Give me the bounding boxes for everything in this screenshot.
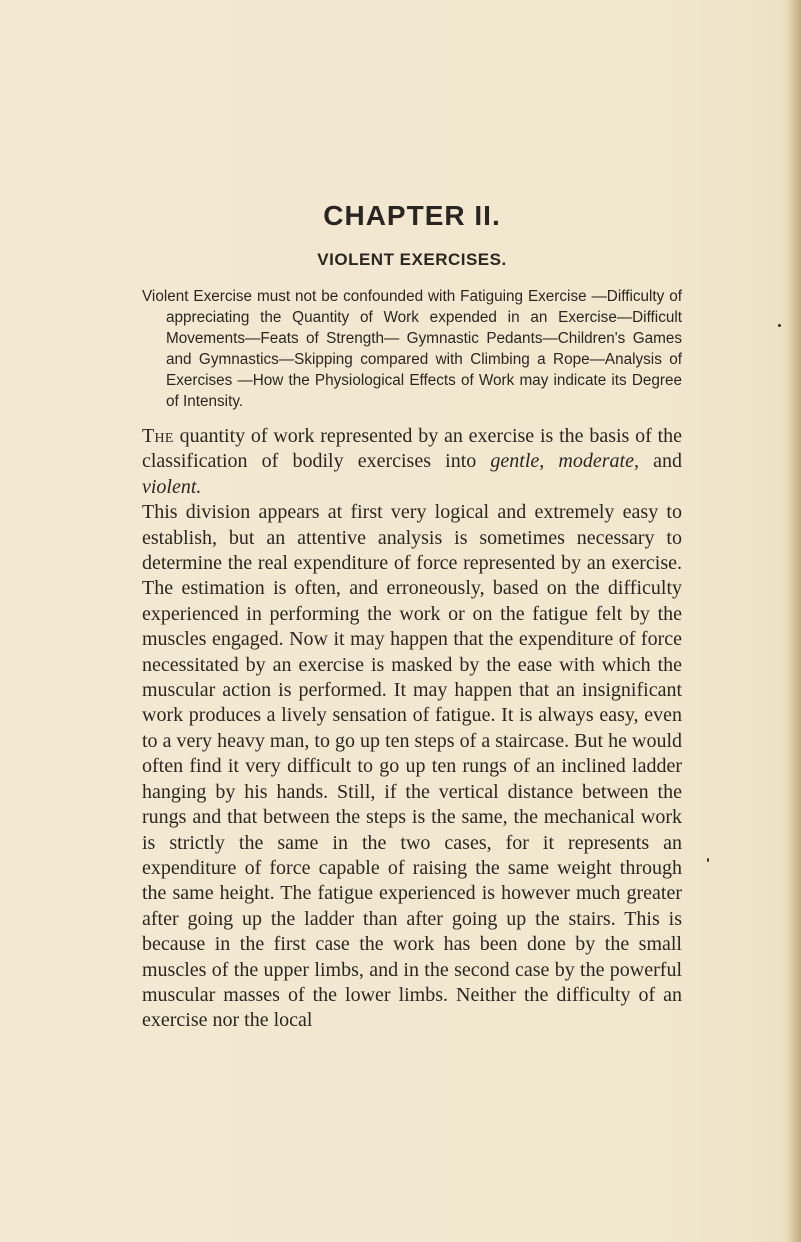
- term-gentle: gentle,: [490, 450, 545, 473]
- speck: [778, 324, 781, 327]
- page-content: [142, 200, 682, 1034]
- and-word: and: [653, 450, 682, 473]
- chapter-synopsis: Violent Exercise must not be confounded with Fatiguing Exercise —Difficulty of appreciating the Quantity of Work expended in an Exercise—Difficult Movements—Feats of Strength— Gymnastic Pedants—Children's Games and Gymnastics—Skipping compared with Climbing a Rope—Analysis of Exercises —How the Physiological Effects of Work may indicate its Degree of Intensity.: [142, 288, 682, 410]
- paragraph-2: This division appears at first very logical and extremely easy to establish, but an attentive analysis is sometimes necessary to determine the real expenditure of force represented by an exercise. The estimation is often, and erroneously, based on the difficulty experienced in performing the work or on the fatigue felt by the muscles engaged. Now it may happen that the expenditure of force necessitated by an exercise is masked by the ease with which the muscular action is performed. It may happen that an insignificant work produces a lively sensation of fatigue. It is always easy, even to a very heavy man, to go up ten steps of a staircase. But he would often find it very difficult to go up ten rungs of an inclined ladder hanging by his hands. Still, if the vertical distance between the rungs and that between the steps is the same, the mechanical work is strictly the same in the two cases, for it represents an expenditure of force capable of raising the same weight through the same height. The fatigue experienced is however much greater after going up the ladder than after going up the stairs. This is because in the first case the work has been done by the small muscles of the upper limbs, and in the second case by the powerful muscular masses of the lower limbs. Neither the difficulty of an exercise nor the local: [142, 501, 682, 1032]
- chapter-heading: CHAPTER II.: [323, 200, 501, 231]
- paragraph-1: [142, 424, 682, 500]
- paragraph-1-text: quantity of work represented by an exercise is the basis of the classification of bodily exercises into: [142, 425, 683, 473]
- lead-word: The: [142, 425, 174, 447]
- term-violent: violent.: [142, 475, 202, 498]
- chapter-title: VIOLENT EXERCISES.: [317, 250, 507, 269]
- speck: [707, 858, 709, 862]
- page-edge-shadow: [787, 0, 801, 1242]
- term-moderate: moderate,: [558, 450, 639, 473]
